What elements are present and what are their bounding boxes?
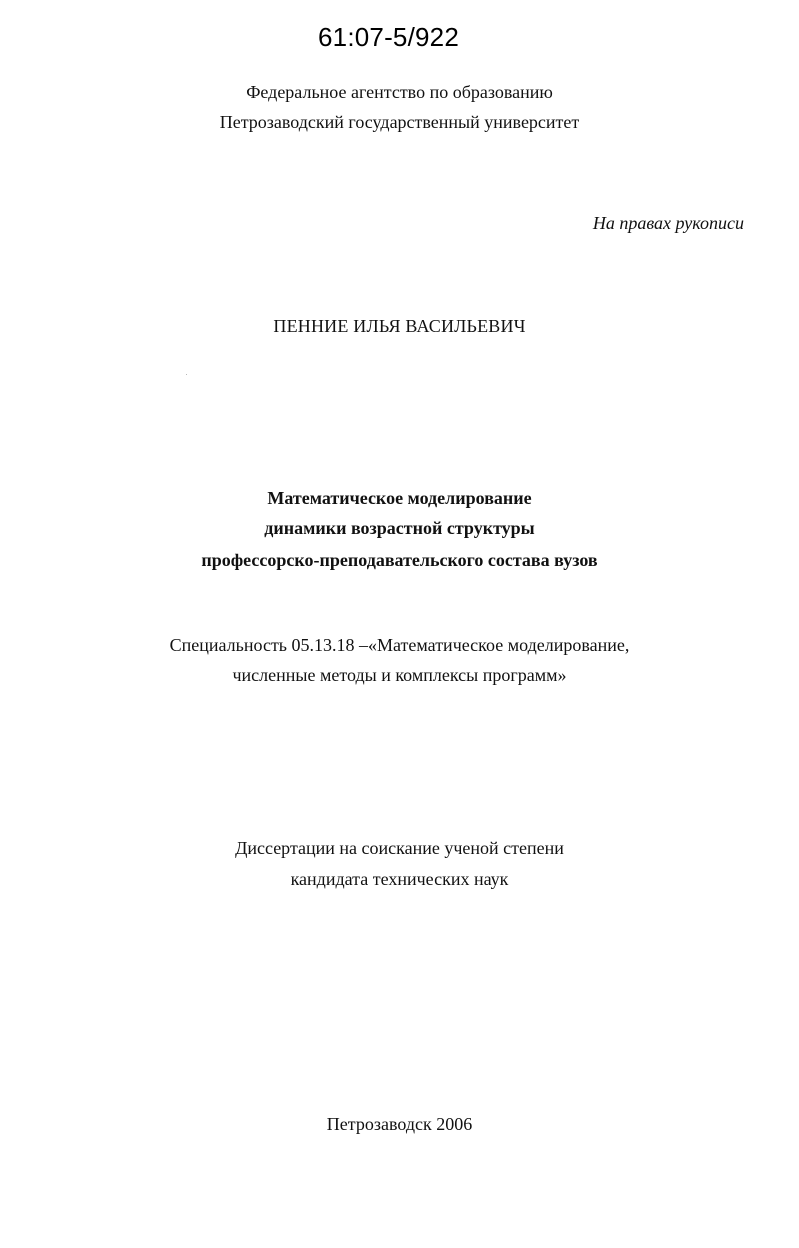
degree-line-1: Диссертации на соискание ученой степени (235, 838, 564, 858)
manuscript-rights-note: На правах рукописи (592, 213, 744, 233)
archive-stamp-code: 61:07-5/922 (318, 22, 459, 52)
city-year: Петрозаводск 2006 (326, 1114, 473, 1134)
degree-line-2: кандидата технических наук (290, 869, 509, 889)
specialty-line-1: Специальность 05.13.18 –«Математическое моделирование, (169, 635, 630, 655)
specialty-line-2: численные методы и комплексы программ» (232, 665, 567, 685)
scan-speck (186, 374, 187, 375)
thesis-title-line-3: профессорско-преподавательского состава вузов (201, 550, 598, 570)
university-name: Петрозаводский государственный университет (219, 112, 580, 132)
author-name: ПЕННИЕ ИЛЬЯ ВАСИЛЬЕВИЧ (273, 316, 526, 336)
agency-name: Федеральное агентство по образованию (246, 82, 553, 102)
thesis-title-line-2: динамики возрастной структуры (264, 518, 535, 538)
thesis-title-line-1: Математическое моделирование (267, 488, 532, 508)
